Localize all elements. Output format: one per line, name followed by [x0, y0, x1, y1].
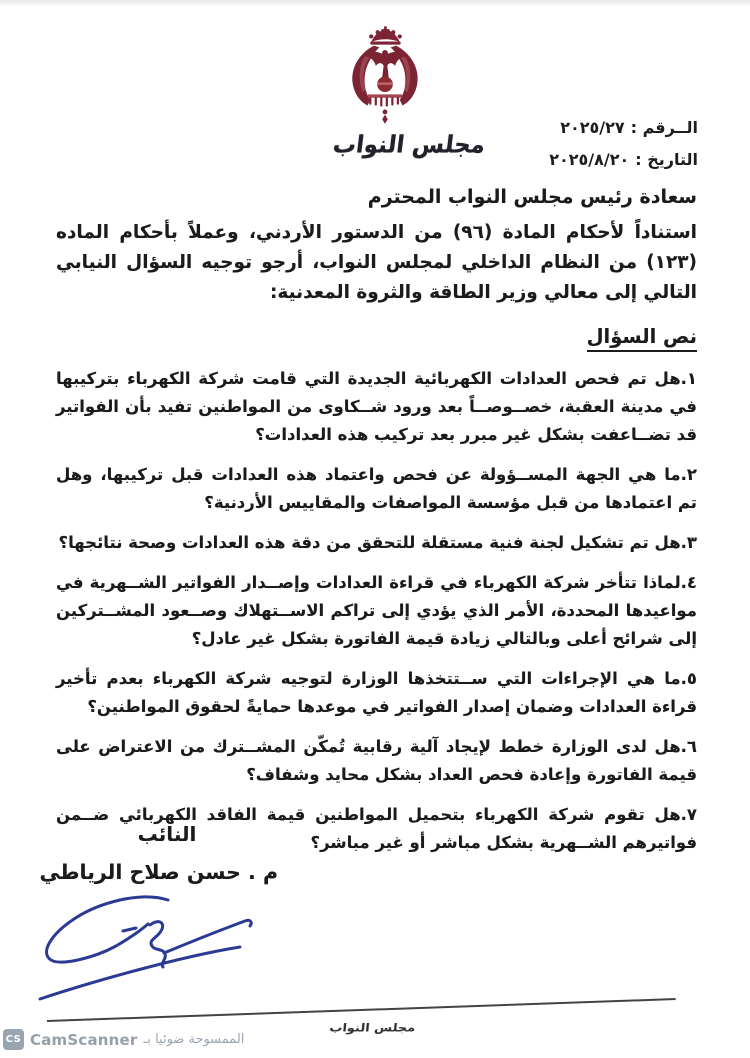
camscanner-logo-icon: CS	[3, 1029, 24, 1050]
question-item-6: ٦.هل لدى الوزارة خطط لإيجاد آلية رقابية تُمكّن المشــترك من الاعتراض على قيمة الفاتورة وإعادة فحص العداد بشكل محايد وشفاف؟	[56, 737, 697, 784]
section-title-question-text: نص السؤال	[587, 325, 697, 352]
question-item-2: ٢.ما هي الجهة المســؤولة عن فحص واعتماد هذه العدادات قبل تركيبها، وهل تم اعتمادها من قبل مؤسسة المواصفات والمقاييس الأردنية؟	[56, 465, 697, 512]
camscanner-brand-text: CamScanner	[30, 1030, 138, 1049]
question-item-3: ٣.هل تم تشكيل لجنة فنية مستقلة للتحقق من دقة هذه العدادات وصحة نتائجها؟	[58, 533, 697, 552]
salutation: سعادة رئيس مجلس النواب المحترم	[367, 186, 697, 208]
ref-number-label: الــرقم :	[630, 118, 698, 137]
ref-number-line	[549, 118, 698, 137]
signoff-title: النائب	[137, 822, 197, 846]
date-label: التاريخ :	[635, 150, 698, 169]
council-wordmark: مجلس النواب	[331, 131, 487, 159]
handwritten-signature-icon	[28, 893, 278, 1011]
jordan-royal-crest-icon	[339, 26, 431, 126]
letter-body	[56, 186, 697, 869]
question-item-1: ١.هل تم فحص العدادات الكهربائية الجديدة التي قامت شركة الكهرباء بتركيبها في مدينة العقبة، خصــوصــاً بعد ورود شــكاوى من المواطنين تفيد بأن الفواتير قد تضــاعفت بشكل غير مبرر بعد تركيب هذه العدادات؟	[56, 369, 697, 444]
question-item-7: ٧.هل تقوم شركة الكهرباء بتحميل المواطنين قيمة الفاقد الكهربائي ضــمن فواتيرهم الشــهرية بشكل مباشر أو غير مباشر؟	[56, 805, 697, 852]
signoff-block	[39, 822, 278, 884]
signoff-name: م . حسن صلاح الرياطي	[39, 860, 278, 884]
camscanner-arabic-caption: الممسوحة ضوئيا بـ	[143, 1032, 245, 1047]
ref-date-block	[549, 118, 698, 182]
ref-number-value: ٢٠٢٥/٢٧	[560, 118, 625, 137]
letterhead	[331, 26, 487, 159]
scan-edge-artifact	[0, 0, 750, 7]
intro-paragraph: استناداً لأحكام المادة (٩٦) من الدستور الأردني، وعملاً بأحكام الماده (١٢٣) من النظام الداخلي لمجلس النواب، أرجو توجيه السؤال النيابي التالي إلى معالي وزير الطاقة والثروة المعدنية:	[56, 222, 698, 303]
camscanner-watermark	[3, 1029, 244, 1050]
question-item-4: ٤.لماذا تتأخر شركة الكهرباء في قراءة العدادات وإصــدار الفواتير الشــهرية في مواعيدها المحددة، الأمر الذي يؤدي إلى تراكم الاســتهلاك وصــعود المشــتركين إلى شرائح أعلى وبالتالي زيادة قيمة الفاتورة بشكل غير عادل؟	[56, 573, 697, 648]
footer-stamp-text: مجلس النواب	[328, 1022, 416, 1035]
question-item-5: ٥.ما هي الإجراءات التي ســتتخذها الوزارة لتوجيه شركة الكهرباء بعدم تأخير قراءة العدادات وضمان إصدار الفواتير في موعدها حمايةً لحقوق المواطنين؟	[56, 669, 697, 716]
date-value: ٢٠٢٥/٨/٢٠	[549, 150, 630, 169]
date-line	[549, 150, 698, 169]
